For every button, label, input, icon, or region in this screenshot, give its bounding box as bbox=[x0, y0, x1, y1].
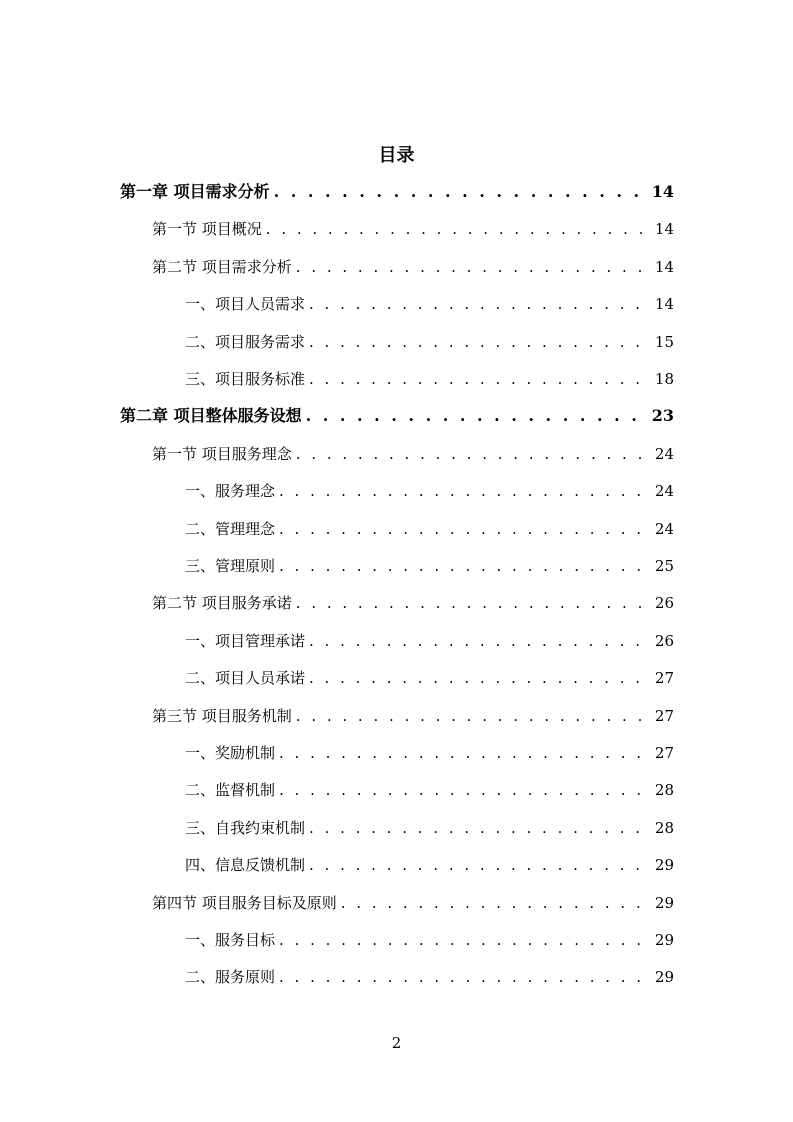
toc-entry-page: 29 bbox=[654, 968, 674, 986]
toc-entry-label: 二、项目人员承诺 bbox=[185, 669, 306, 687]
toc-entry[interactable] bbox=[185, 778, 674, 802]
toc-entry-label: 二、管理理念 bbox=[185, 520, 276, 538]
toc-entry-label: 一、服务目标 bbox=[185, 931, 276, 949]
toc-leader-dots bbox=[309, 292, 651, 316]
toc-entry-page: 29 bbox=[654, 856, 674, 874]
toc-entry-page: 27 bbox=[654, 744, 674, 762]
toc-leader-dots bbox=[274, 180, 648, 204]
toc-entry[interactable] bbox=[152, 704, 674, 728]
toc-entry-label: 第一节 项目概况 bbox=[152, 220, 262, 238]
toc-entry-page: 28 bbox=[654, 781, 674, 799]
toc-leader-dots bbox=[296, 255, 651, 279]
toc-entry[interactable] bbox=[185, 816, 674, 840]
toc-leader-dots bbox=[279, 928, 651, 952]
toc-leader-dots bbox=[279, 778, 651, 802]
toc-entry-page: 26 bbox=[654, 594, 674, 612]
toc-leader-dots bbox=[279, 741, 651, 765]
toc-entry[interactable] bbox=[185, 554, 674, 578]
toc-entry[interactable] bbox=[185, 367, 674, 391]
toc-entry-label: 一、项目人员需求 bbox=[185, 295, 306, 313]
toc-entry[interactable] bbox=[185, 928, 674, 952]
toc-entry-label: 三、管理原则 bbox=[185, 557, 276, 575]
toc-entry-label: 一、服务理念 bbox=[185, 482, 276, 500]
toc-leader-dots bbox=[279, 554, 651, 578]
toc-entry-label: 第四节 项目服务目标及原则 bbox=[152, 894, 337, 912]
toc-entry[interactable] bbox=[185, 965, 674, 989]
toc-entry[interactable] bbox=[185, 666, 674, 690]
toc-entry-page: 15 bbox=[654, 333, 674, 351]
toc-leader-dots bbox=[309, 330, 651, 354]
toc-entry[interactable] bbox=[185, 741, 674, 765]
toc-entry-label: 二、项目服务需求 bbox=[185, 333, 306, 351]
toc-leader-dots bbox=[279, 479, 651, 503]
toc-entry[interactable] bbox=[152, 591, 674, 615]
toc-leader-dots bbox=[309, 853, 651, 877]
toc-entry[interactable] bbox=[185, 853, 674, 877]
toc-leader-dots bbox=[309, 816, 651, 840]
toc-entry[interactable] bbox=[185, 517, 674, 541]
toc-entry[interactable] bbox=[152, 255, 674, 279]
toc-entry-page: 23 bbox=[651, 406, 674, 425]
toc-entry[interactable] bbox=[185, 292, 674, 316]
toc-entry-page: 14 bbox=[654, 295, 674, 313]
toc-entry[interactable] bbox=[185, 629, 674, 653]
toc-leader-dots bbox=[309, 367, 651, 391]
toc-entry[interactable] bbox=[152, 891, 674, 915]
toc-entry-page: 18 bbox=[654, 370, 674, 388]
toc-entry-page: 25 bbox=[654, 557, 674, 575]
toc-entry-label: 三、项目服务标准 bbox=[185, 370, 306, 388]
toc-leader-dots bbox=[266, 217, 651, 241]
toc-entry[interactable] bbox=[152, 217, 674, 241]
toc-leader-dots bbox=[296, 442, 651, 466]
toc-leader-dots bbox=[296, 704, 651, 728]
toc-entry-page: 29 bbox=[654, 894, 674, 912]
toc-entry-label: 第三节 项目服务机制 bbox=[152, 707, 292, 725]
toc-entry-page: 24 bbox=[654, 445, 674, 463]
toc-entry-page: 14 bbox=[654, 258, 674, 276]
toc-entry-page: 14 bbox=[651, 182, 674, 201]
toc-entry-label: 二、监督机制 bbox=[185, 781, 276, 799]
toc-leader-dots bbox=[279, 965, 651, 989]
toc-entry-label: 第一节 项目服务理念 bbox=[152, 445, 292, 463]
toc-entry[interactable] bbox=[185, 479, 674, 503]
toc-entry-page: 24 bbox=[654, 520, 674, 538]
toc-entry-label: 一、奖励机制 bbox=[185, 744, 276, 762]
toc-entry-page: 24 bbox=[654, 482, 674, 500]
page-number: 2 bbox=[391, 1034, 402, 1052]
toc-leader-dots bbox=[279, 517, 651, 541]
toc-entry-label: 第二节 项目需求分析 bbox=[152, 258, 292, 276]
toc-entry-page: 27 bbox=[654, 707, 674, 725]
toc-entry-label: 四、信息反馈机制 bbox=[185, 856, 306, 874]
toc-entry-label: 二、服务原则 bbox=[185, 968, 276, 986]
toc-entry[interactable] bbox=[185, 330, 674, 354]
toc-leader-dots bbox=[309, 666, 651, 690]
toc-entry-page: 27 bbox=[654, 669, 674, 687]
toc-entry-page: 28 bbox=[654, 819, 674, 837]
toc-entry[interactable] bbox=[120, 180, 674, 204]
toc-entry-page: 26 bbox=[654, 632, 674, 650]
toc-entry[interactable] bbox=[120, 404, 674, 428]
toc-entry-label: 三、自我约束机制 bbox=[185, 819, 306, 837]
toc-entry[interactable] bbox=[152, 442, 674, 466]
toc-entry-page: 14 bbox=[654, 220, 674, 238]
page-title: 目录 bbox=[378, 145, 415, 166]
toc-leader-dots bbox=[306, 404, 648, 428]
toc-entry-label: 第二节 项目服务承诺 bbox=[152, 594, 292, 612]
toc-entry-label: 第一章 项目需求分析 bbox=[120, 182, 270, 201]
toc-entry-page: 29 bbox=[654, 931, 674, 949]
toc-leader-dots bbox=[309, 629, 651, 653]
toc-leader-dots bbox=[296, 591, 651, 615]
toc-entry-label: 一、项目管理承诺 bbox=[185, 632, 306, 650]
toc-entry-label: 第二章 项目整体服务设想 bbox=[120, 406, 302, 425]
toc-leader-dots bbox=[341, 891, 651, 915]
